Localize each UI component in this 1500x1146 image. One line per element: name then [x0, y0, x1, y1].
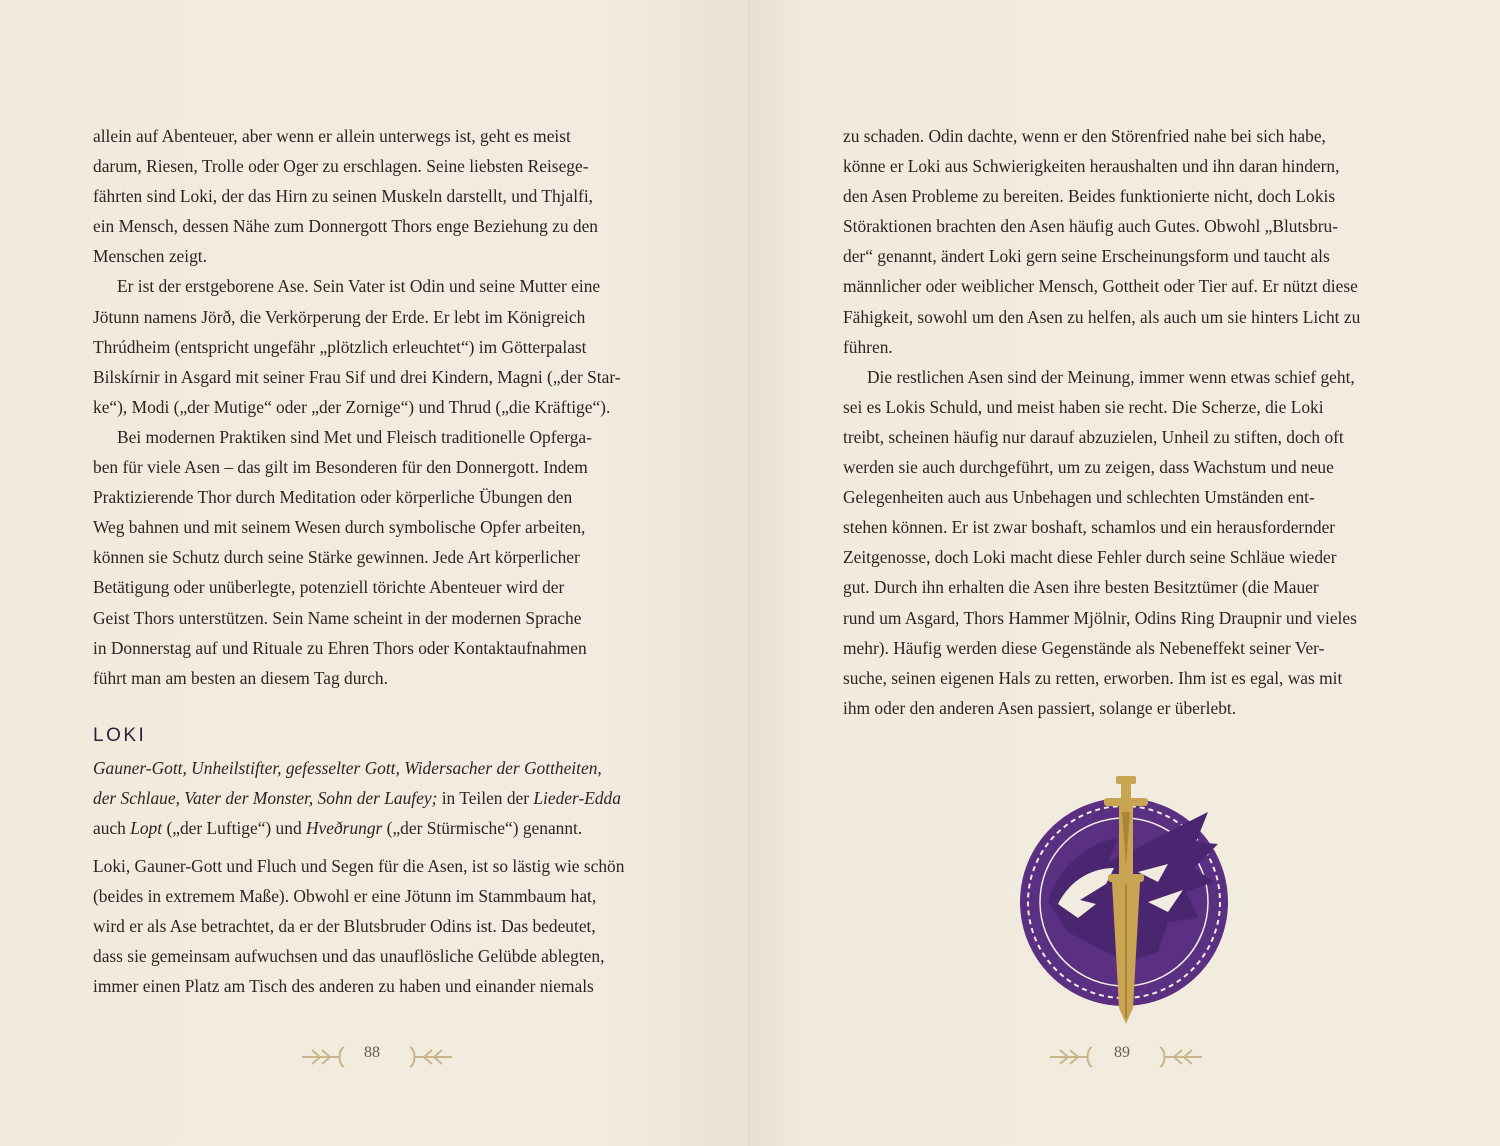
- wolf-dagger-emblem-icon: [1018, 772, 1238, 1028]
- text-line: Bei modernen Praktiken sind Met und Fleisch traditionelle Opferga-: [117, 426, 592, 447]
- epithet-italic: Lopt: [130, 818, 163, 839]
- text-line: Menschen zeigt.: [93, 246, 207, 267]
- epithet-line: [93, 783, 621, 813]
- text-line: führen.: [843, 336, 893, 357]
- text-line: Die restlichen Asen sind der Meinung, immer wenn etwas schief geht,: [867, 366, 1355, 387]
- folio-ornament-icon: [1144, 1044, 1204, 1070]
- right-page-body: [843, 121, 1405, 723]
- text-line: Störaktionen brachten den Asen häufig auch Gutes. Obwohl „Blutsbru-: [843, 216, 1339, 237]
- text-line: stehen können. Er ist zwar boshaft, schamlos und ein herausfordernder: [843, 517, 1336, 538]
- folio-ornament-icon: [300, 1044, 360, 1070]
- epithet-line: Gauner-Gott, Unheilstifter, gefesselter Gott, Widersacher der Gottheiten,: [93, 758, 602, 778]
- text-line: Betätigung oder unüberlegte, potenziell törichte Abenteuer wird der: [93, 577, 565, 598]
- text-line: könne er Loki aus Schwierigkeiten heraushalten und ihn daran hindern,: [843, 156, 1340, 177]
- text-line: gut. Durch ihn erhalten die Asen ihre besten Besitztümer (die Mauer: [843, 577, 1319, 598]
- text-line: können sie Schutz durch seine Stärke gewinnen. Jede Art körperlicher: [93, 547, 580, 568]
- text-line: führt man am besten an diesem Tag durch.: [93, 667, 388, 688]
- text-line: Zeitgenosse, doch Loki macht diese Fehler durch seine Schläue wieder: [843, 547, 1337, 568]
- epithet-line: [93, 813, 621, 843]
- page-number: 89: [1114, 1044, 1130, 1061]
- epithet-roman: auch: [93, 818, 131, 839]
- folio-ornament-icon: [394, 1044, 454, 1070]
- text-line: den Asen Probleme zu bereiten. Beides funktionierte nicht, doch Lokis: [843, 186, 1336, 207]
- text-line: ihm oder den anderen Asen passiert, solange er überlebt.: [843, 697, 1237, 718]
- text-line: dass sie gemeinsam aufwuchsen und das unauflösliche Gelübde ablegten,: [93, 946, 605, 967]
- text-line: zu schaden. Odin dachte, wenn er den Störenfried nahe bei sich habe,: [843, 126, 1326, 146]
- text-line: Gelegenheiten auch aus Unbehagen und schlechten Umständen ent-: [843, 487, 1315, 508]
- loki-paragraph: [93, 851, 624, 1001]
- epithet-roman: („der Stürmische“) genannt.: [382, 818, 583, 839]
- epithet-italic: der Schlaue, Vater der Monster, Sohn der Laufey;: [93, 788, 438, 809]
- text-line: immer einen Platz am Tisch des anderen zu haben und einander niemals: [93, 976, 594, 997]
- loki-epithets: [93, 753, 621, 843]
- epithet-roman: („der Luftige“) und: [162, 818, 306, 839]
- text-line: ben für viele Asen – das gilt im Besonderen für den Donnergott. Indem: [93, 457, 588, 478]
- text-line: Fähigkeit, sowohl um den Asen zu helfen, als auch um sie hinters Licht zu: [843, 306, 1361, 327]
- text-line: ke“), Modi („der Mutige“ oder „der Zornige“) und Thrud („die Kräftige“).: [93, 396, 611, 417]
- text-line: sei es Lokis Schuld, und meist haben sie recht. Die Scherze, die Loki: [843, 396, 1324, 417]
- text-line: Praktizierende Thor durch Meditation oder körperliche Übungen den: [93, 487, 573, 508]
- text-line: werden sie auch durchgeführt, um zu zeigen, dass Wachstum und neue: [843, 457, 1334, 478]
- epithet-roman: in Teilen der: [437, 788, 534, 809]
- text-line: Loki, Gauner-Gott und Fluch und Segen für die Asen, ist so lästig wie schön: [93, 856, 625, 876]
- text-line: Weg bahnen und mit seinem Wesen durch symbolische Opfer arbeiten,: [93, 517, 586, 538]
- text-line: suche, seinen eigenen Hals zu retten, erworben. Ihm ist es egal, was mit: [843, 667, 1343, 688]
- text-line: darum, Riesen, Trolle oder Oger zu erschlagen. Seine liebsten Reisege-: [93, 156, 589, 177]
- page-number: 88: [364, 1044, 380, 1061]
- text-line: Geist Thors unterstützen. Sein Name scheint in der modernen Sprache: [93, 607, 582, 628]
- text-line: wird er als Ase betrachtet, da er der Blutsbruder Odins ist. Das bedeutet,: [93, 916, 596, 937]
- text-line: rund um Asgard, Thors Hammer Mjölnir, Odins Ring Draupnir und vieles: [843, 607, 1357, 628]
- epithet-italic: Hveðrungr: [305, 818, 383, 839]
- folio-ornament-icon: [1048, 1044, 1108, 1070]
- text-line: in Donnerstag auf und Rituale zu Ehren Thors oder Kontaktaufnahmen: [93, 637, 587, 658]
- text-line: Bilskírnir in Asgard mit seiner Frau Sif und drei Kindern, Magni („der Star-: [93, 366, 621, 387]
- text-line: der“ genannt, ändert Loki gern seine Erscheinungsform und taucht als: [843, 246, 1330, 267]
- epithet-italic: Lieder-Edda: [533, 788, 621, 809]
- text-line: männlicher oder weiblicher Mensch, Gottheit oder Tier auf. Er nützt diese: [843, 276, 1358, 297]
- text-line: allein auf Abenteuer, aber wenn er allein unterwegs ist, geht es meist: [93, 126, 571, 146]
- text-line: Jötunn namens Jörð, die Verkörperung der Erde. Er lebt im Königreich: [93, 306, 586, 327]
- right-page: [750, 0, 1500, 1146]
- text-line: mehr). Häufig werden diese Gegenstände als Nebeneffekt seiner Ver-: [843, 637, 1325, 658]
- left-page-body: [93, 121, 655, 693]
- text-line: fährten sind Loki, der das Hirn zu seinen Muskeln darstellt, und Thjalfi,: [93, 186, 594, 207]
- text-line: (beides in extremem Maße). Obwohl er eine Jötunn im Stammbaum hat,: [93, 886, 597, 907]
- text-line: Thrúdheim (entspricht ungefähr „plötzlich erleuchtet“) im Götterpalast: [93, 336, 587, 357]
- text-line: Er ist der erstgeborene Ase. Sein Vater ist Odin und seine Mutter eine: [117, 276, 601, 297]
- section-heading-loki: LOKI: [93, 725, 147, 746]
- text-line: ein Mensch, dessen Nähe zum Donnergott Thors enge Beziehung zu den: [93, 216, 598, 237]
- text-line: treibt, scheinen häufig nur darauf abzuzielen, Unheil zu stiften, doch oft: [843, 426, 1344, 447]
